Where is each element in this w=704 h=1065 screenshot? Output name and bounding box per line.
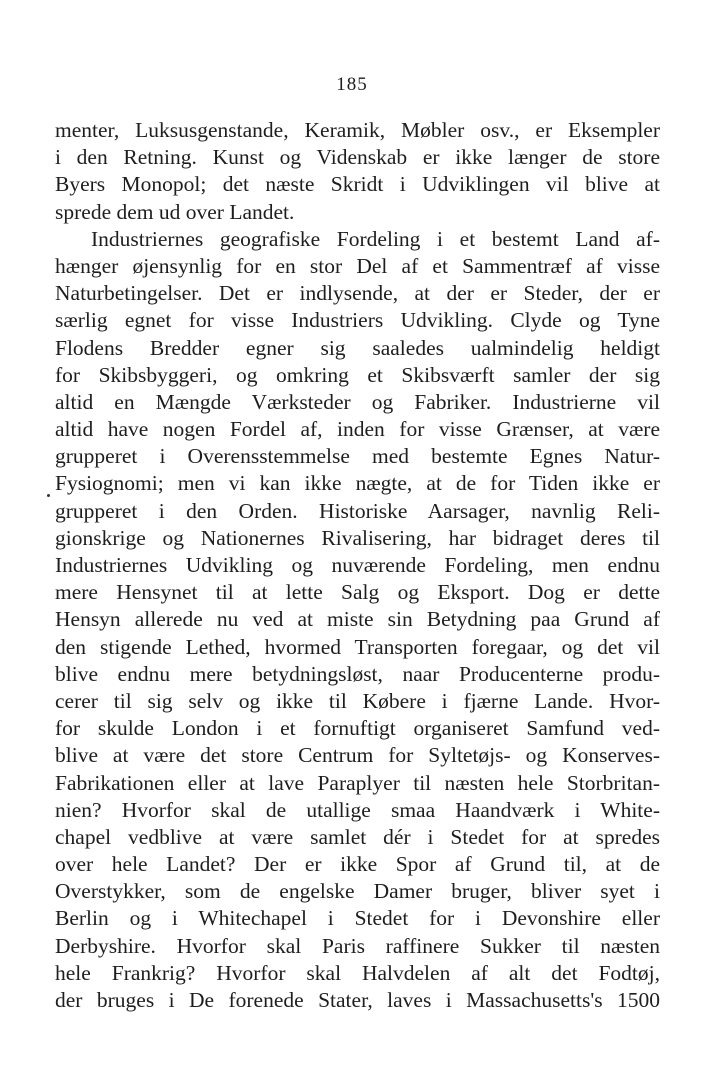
text-line: for Skibsbyggeri, og omkring et Skibsværft samler der sig bbox=[55, 362, 660, 387]
text-line: hænger øjensynlig for en stor Del af et Sammentræf af visse bbox=[55, 253, 660, 278]
text-line: grupperet i Overensstemmelse med bestemte Egnes Natur- bbox=[55, 444, 660, 469]
text-line: nien? Hvorfor skal de utallige smaa Haandværk i White- bbox=[55, 797, 660, 822]
text-line: Industriernes geografiske Fordeling i et bestemt Land af- bbox=[91, 226, 660, 251]
text-line: Berlin og i Whitechapel i Stedet for i Devonshire eller bbox=[55, 906, 660, 931]
text-line: menter, Luksusgenstande, Keramik, Møbler osv., er Eksempler bbox=[55, 118, 660, 142]
text-line: over hele Landet? Der er ikke Spor af Grund til, at de bbox=[55, 852, 660, 877]
text-line: i den Retning. Kunst og Videnskab er ikke længer de store bbox=[55, 145, 660, 170]
text-line: der bruges i De forenede Stater, laves i Massachusetts's 1500 bbox=[55, 988, 660, 1012]
text-line: chapel vedblive at være samlet dér i Stedet for at spredes bbox=[55, 824, 660, 849]
text-line: Industriernes Udvikling og nuværende Fordeling, men endnu bbox=[55, 553, 660, 577]
text-line: grupperet i den Orden. Historiske Aarsager, navnlig Reli- bbox=[55, 498, 660, 523]
text-line: altid en Mængde Værksteder og Fabriker. Industrierne vil bbox=[55, 389, 660, 414]
text-line: gionskrige og Nationernes Rivalisering, har bidraget deres til bbox=[55, 525, 660, 550]
text-line: Overstykker, som de engelske Damer bruger, bliver syet i bbox=[55, 879, 660, 904]
text-line: for skulde London i et fornuftigt organiseret Samfund ved- bbox=[55, 716, 660, 741]
text-line: mere Hensynet til at lette Salg og Eksport. Dog er dette bbox=[55, 580, 660, 605]
body-text bbox=[55, 117, 660, 1014]
text-line: altid have nogen Fordel af, inden for visse Grænser, at være bbox=[55, 417, 660, 442]
text-line: Derbyshire. Hvorfor skal Paris raffinere Sukker til næsten bbox=[55, 933, 660, 958]
text-line: blive endnu mere betydningsløst, naar Producenterne produ- bbox=[55, 661, 660, 686]
text-line: særlig egnet for visse Industriers Udvikling. Clyde og Tyne bbox=[55, 308, 660, 333]
text-line: hele Frankrig? Hvorfor skal Halvdelen af alt det Fodtøj, bbox=[55, 960, 660, 985]
text-line: Flodens Bredder egner sig saaledes ualmindelig heldigt bbox=[55, 335, 660, 360]
text-line: blive at være det store Centrum for Syltetøjs- og Konserves- bbox=[55, 743, 660, 768]
text-line: Hensyn allerede nu ved at miste sin Betydning paa Grund af bbox=[55, 607, 660, 632]
text-line: Fabrikationen eller at lave Paraplyer til næsten hele Storbritan- bbox=[55, 770, 660, 795]
margin-mark bbox=[47, 494, 50, 497]
text-line: Fysiognomi; men vi kan ikke nægte, at de for Tiden ikke er bbox=[55, 471, 660, 496]
text-line: Byers Monopol; det næste Skridt i Udviklingen vil blive at bbox=[55, 172, 660, 197]
text-line: den stigende Lethed, hvormed Transporten foregaar, og det vil bbox=[55, 634, 660, 659]
text-line: sprede dem ud over Landet. bbox=[55, 199, 295, 224]
page-number: 185 bbox=[336, 74, 368, 95]
text-line: cerer til sig selv og ikke til Købere i fjærne Lande. Hvor- bbox=[55, 688, 660, 713]
text-line: Naturbetingelser. Det er indlysende, at der er Steder, der er bbox=[55, 281, 660, 306]
